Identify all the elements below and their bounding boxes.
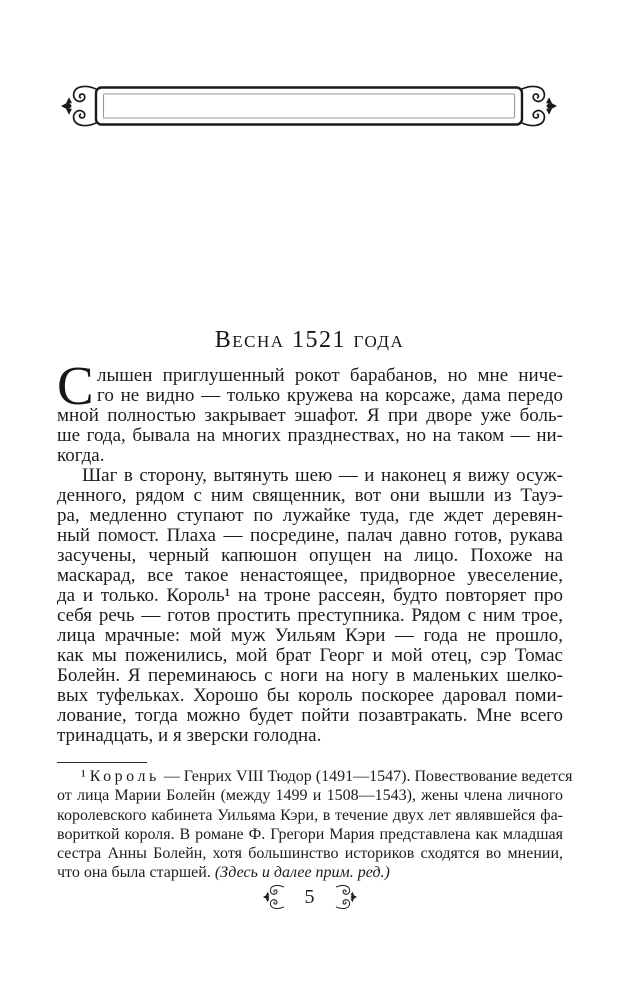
scroll-frame-header-ornament [60,84,558,128]
text-line: когда. [57,445,105,466]
footnote-line [57,786,563,805]
text-line: тринадцать, и я зверски голодна. [57,725,322,746]
footnote-line [57,844,563,863]
text-line: да и только. Король¹ на троне рассеян, будто повторяет про [57,585,563,606]
text-line: ра, медленно ступают по лужайке туда, где ждет деревян- [57,505,563,526]
footnote-text: королевского кабинета Уильяма Кэри, в течение двух лет являвшейся фа- [57,806,563,824]
text-line: лование, тогда можно будет пойти позавтракать. Мне всего [57,705,563,726]
footnote-text: что она была старшей. [57,864,215,882]
fleur-arrow-left-ornament [258,884,288,910]
text-line: ный помост. Плаха — посредине, палач давно готов, рукава [57,525,563,546]
footnote [57,767,573,883]
footnote-text: от лица Марии Болейн (между 1499 и 1508—1543), жены члена личного [57,787,563,805]
footnote-line [57,863,563,882]
footnote-text: сестра Анны Болейн, хотя большинство историков сходятся во мнении, [57,845,563,863]
text-line: маскарад, все такое ненастоящее, придворное увеселение, [57,565,563,586]
fleur-arrow-right-ornament [332,884,362,910]
paragraph [57,466,563,746]
text-line: Болейн. Я переминаюсь с ноги на ногу в маленьких шелко- [57,665,563,686]
footnote-line [57,767,573,786]
text-line: себя речь — готов простить преступника. Рядом с ним трое, [57,605,563,626]
text-line: засучены, черный капюшон опущен на лицо. Похоже на [57,545,563,566]
text-line: вых туфельках. Хорошо бы король поскорее даровал поми- [57,685,563,706]
text-line: денного, рядом с ним священник, вот они вышли из Тауэ- [57,485,563,506]
text-line: как мы поженились, мой брат Георг и мой отец, сэр Томас [57,645,563,666]
page-footer [0,884,619,910]
page-number: 5 [304,885,315,908]
drop-cap: С [57,355,94,416]
text-line: Шаг в сторону, вытянуть шею — и наконец я вижу осуж- [82,465,563,486]
text-line: ше года, бывала на многих празднествах, но на таком — ни- [57,425,563,446]
body-text [57,355,563,746]
text-line: лышен приглушенный рокот барабанов, но мне ниче- [97,365,563,386]
footnote-text: ¹ [81,768,90,785]
editor-note: (Здесь и далее прим. ред.) [214,864,390,882]
footnote-term: Король [89,768,160,785]
footnote-line [57,825,563,844]
footnote-text: вориткой короля. В романе Ф. Грегори Мария представлена как младшая [57,825,563,843]
footnote-separator [57,762,147,763]
footnote-line [57,806,563,825]
text-line: го не видно — только кружева на корсаже, дама передо [97,385,563,406]
text-line: лица мрачные: мой муж Уильям Кэри — года не прошло, [57,625,563,646]
text-line: мной полностью закрывает эшафот. Я при дворе уже боль- [57,405,563,426]
footnote-text: — Генрих VIII Тюдор (1491—1547). Повествование ведется [159,768,573,785]
chapter-title: Весна 1521 года [214,327,405,353]
paragraph [57,355,563,466]
